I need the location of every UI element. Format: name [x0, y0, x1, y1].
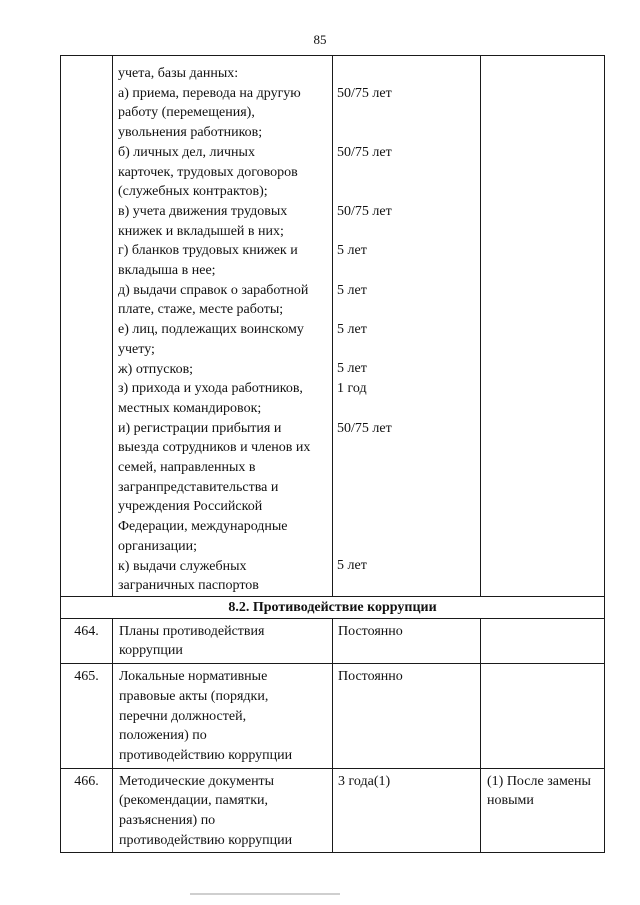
text-line: перечни должностей,	[119, 708, 247, 724]
sub-item	[118, 557, 328, 596]
scan-artifact-line	[190, 893, 340, 895]
text-line: коррупции	[119, 643, 183, 659]
sub-item-line: б) личных дел, личных	[118, 144, 255, 160]
sub-item-term: 5 лет	[337, 243, 367, 259]
sub-item	[118, 202, 328, 241]
sub-item-line: и) регистрации прибытия и	[118, 420, 282, 436]
table-row	[61, 664, 605, 769]
sub-item-term: 1 год	[337, 381, 367, 397]
sub-item-term: 50/75 лет	[337, 420, 392, 436]
sub-item-line: (служебных контрактов);	[118, 184, 268, 200]
retention-term: Постоянно	[333, 664, 481, 769]
sub-item-line: к) выдачи служебных	[118, 558, 247, 574]
retention-term: Постоянно	[333, 618, 481, 663]
item-number: 465.	[61, 664, 113, 769]
sub-item-line: увольнения работников;	[118, 125, 263, 141]
sub-item-line: Федерации, международные	[118, 519, 288, 535]
item-number: 464.	[61, 618, 113, 663]
sub-item-line: з) прихода и ухода работников,	[118, 381, 303, 397]
document-name-cell	[113, 56, 333, 597]
document-name	[113, 768, 333, 853]
sub-item-line: е) лиц, подлежащих воинскому	[118, 322, 304, 338]
item-note	[481, 664, 605, 769]
records-retention-table	[60, 55, 605, 853]
section-title: 8.2. Противодействие коррупции	[61, 596, 605, 618]
sub-item	[118, 419, 328, 557]
sub-item-term: 5 лет	[337, 361, 367, 377]
sub-item-term: 50/75 лет	[337, 85, 392, 101]
text-line: разъяснения) по	[119, 813, 216, 829]
sub-item-line: а) приема, перевода на другую	[118, 85, 301, 101]
text-line: Планы противодействия	[119, 623, 265, 639]
sub-item-line: карточек, трудовых договоров	[118, 164, 298, 180]
sub-item-term	[337, 64, 476, 84]
sub-item-line: организации;	[118, 538, 198, 554]
sub-item-term: 5 лет	[337, 322, 367, 338]
text-line: (рекомендации, памятки,	[119, 793, 268, 809]
text-line: противодействию коррупции	[119, 747, 293, 763]
sub-item-line: местных командировок;	[118, 400, 262, 416]
sub-item	[118, 360, 328, 380]
sub-item-line: г) бланков трудовых книжек и	[118, 243, 298, 259]
sub-item	[118, 64, 328, 84]
sub-item-line: семей, направленных в	[118, 460, 256, 476]
number-cell	[61, 56, 113, 597]
text-line: положения) по	[119, 728, 207, 744]
sub-item-line: работу (перемещения),	[118, 105, 255, 121]
sub-item-term: 50/75 лет	[337, 203, 392, 219]
sub-item	[118, 143, 328, 202]
page-number: 85	[313, 32, 327, 47]
sub-item-line: учету;	[118, 341, 155, 357]
sub-item-line: загранпредставительства и	[118, 479, 279, 495]
document-name	[113, 618, 333, 663]
section-heading-row	[61, 596, 605, 618]
item-note: (1) После замены новыми	[481, 768, 605, 853]
sub-item-line: вкладыша в нее;	[118, 263, 216, 279]
sub-item-line: выезда сотрудников и членов их	[118, 440, 311, 456]
document-name	[113, 664, 333, 769]
sub-item	[118, 320, 328, 359]
sub-item	[118, 379, 328, 418]
sub-item	[118, 281, 328, 320]
sub-item-line: учета, базы данных:	[118, 66, 239, 81]
sub-item	[118, 84, 328, 143]
sub-item-term: 50/75 лет	[337, 144, 392, 160]
retention-term: 3 года(1)	[333, 768, 481, 853]
text-line: Локальные нормативные	[119, 669, 268, 685]
sub-item-term: 5 лет	[337, 282, 367, 298]
sub-item-line: плате, стаже, месте работы;	[118, 302, 284, 318]
note-cell	[481, 56, 605, 597]
sub-item-line: д) выдачи справок о заработной	[118, 282, 309, 298]
sub-item-line: заграничных паспортов	[118, 578, 259, 594]
text-line: правовые акты (порядки,	[119, 688, 269, 704]
sub-item-line: ж) отпусков;	[118, 361, 194, 377]
continued-row	[61, 56, 605, 597]
retention-term-cell	[333, 56, 481, 597]
sub-item-term: 5 лет	[337, 558, 367, 574]
sub-item	[118, 241, 328, 280]
sub-item-line: книжек и вкладышей в них;	[118, 223, 284, 239]
table-row	[61, 768, 605, 853]
sub-item-line: учреждения Российской	[118, 499, 263, 515]
text-line: Методические документы	[119, 773, 275, 789]
item-number: 466.	[61, 768, 113, 853]
table-row	[61, 618, 605, 663]
item-note	[481, 618, 605, 663]
sub-item-line: в) учета движения трудовых	[118, 203, 288, 219]
text-line: противодействию коррупции	[119, 832, 293, 848]
